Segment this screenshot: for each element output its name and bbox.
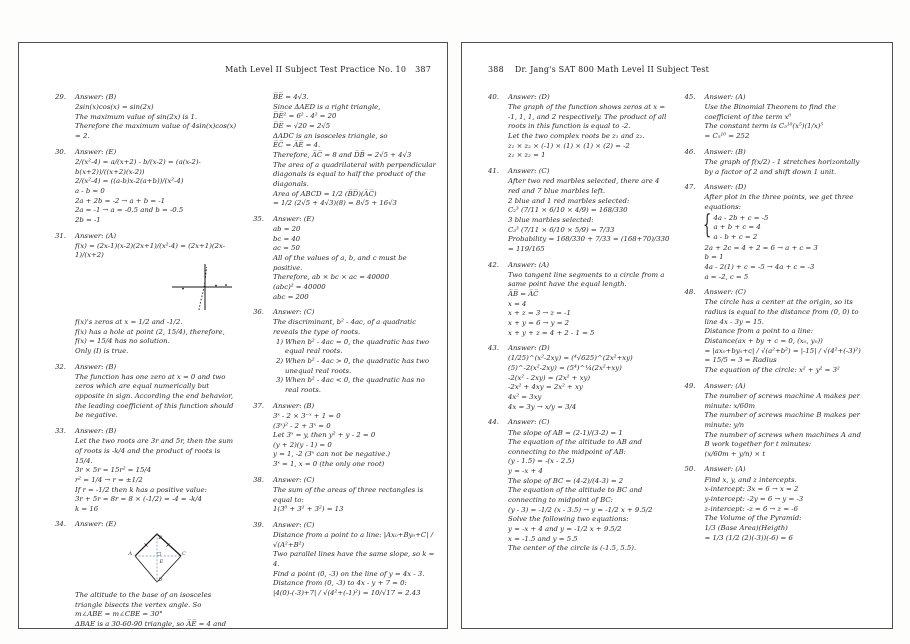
page-columns	[488, 93, 866, 620]
item-number: 38.	[253, 475, 264, 484]
solution-item-49	[685, 382, 867, 460]
solution-item-continued	[253, 93, 437, 209]
item-number: 40.	[488, 93, 499, 101]
item-body	[273, 215, 437, 302]
solution-item-33	[55, 427, 239, 514]
answer-label: Answer: (A)	[704, 381, 746, 390]
item-body	[75, 148, 239, 226]
text-line: ac = 50	[273, 244, 300, 253]
page-columns	[55, 93, 437, 629]
text-line: z₁ × z₂ = 1	[508, 151, 546, 160]
item-number: 49.	[684, 381, 696, 390]
text-line: The equation of the circle: x² + y² = 3²	[704, 366, 840, 375]
text-line: 2b = -1	[75, 215, 101, 224]
text-line: f(x)'s zeros at x = 1/2 and -1/2.	[75, 318, 183, 326]
text-line: f(x) has a hole at point (2, 15/4), therefore,	[75, 327, 225, 336]
text-line: 2/(x²-4) = a/(x+2) - b/(x-2) = (a(x-2)-b(x+2))/((x+2)(x-2))	[75, 157, 201, 176]
text-line: 3 blue marbles selected:	[508, 215, 594, 224]
text-line: Therefore, A̅C̅ = 8 and D̅B̅ = 2√5 + 4√3	[273, 150, 412, 159]
answer-label: Answer: (E)	[75, 520, 117, 529]
text-line: ΔBAE is a 30-60-90 triangle, so A̅E̅ = 4 and	[75, 620, 227, 629]
solution-item-38	[253, 476, 437, 515]
equation-system	[705, 214, 867, 243]
text-line: The number of screws when machines A and B work together for t minutes:	[704, 430, 862, 449]
answer-label: Answer: (B)	[75, 427, 117, 436]
item-number: 47.	[684, 183, 696, 192]
item-body	[705, 465, 867, 543]
text-line: Therefore, ab × bc × ac = 40000	[273, 273, 390, 282]
text-line: 2a = -1 → a = -0.5 and b = -0.5	[75, 206, 184, 215]
text-line: The slope of BC = (4-2)/(4-3) = 2	[508, 476, 624, 485]
text-line: 1(3⁰ + 3¹ + 3²) = 13	[273, 505, 344, 514]
solution-item-40	[488, 93, 670, 161]
text-line: (y + 2)(y - 1) = 0	[273, 440, 332, 449]
text-line: ab = 20	[273, 225, 301, 234]
text-line: The circle has a center at the origin, so its radius is equal to the distance from (0, 0) to line 4x - 3y = 15.	[704, 298, 859, 326]
text-line: (y - 3) = -1/2 (x - 3.5) → y = -1/2 x + 9.5/2	[508, 505, 653, 514]
book-page-388	[461, 42, 893, 629]
solution-item-29	[55, 93, 239, 142]
text-line: 2 blue and 1 red marbles selected:	[508, 196, 630, 205]
solution-item-37	[253, 402, 437, 470]
text-line: D̅E̅² = 6² - 4² = 20	[273, 112, 337, 121]
answer-label: Answer: (E)	[273, 214, 315, 223]
text-line: abc = 200	[273, 292, 309, 301]
item-number	[253, 93, 268, 209]
text-line: The number of screws machine A makes per minute: x/60m	[704, 391, 860, 410]
text-line: Distance from (0, -3) to 4x - y + 7 = 0:	[273, 579, 407, 588]
text-line: (1/25)^(x²-2xy) = (⁴√625)^(2x²+xy)	[508, 354, 633, 363]
text-line: x + z = 3 → z = -1	[508, 309, 571, 318]
text-line: C₂³ (7/11 × 6/10 × 4/9) = 168/330	[508, 206, 628, 215]
item-body	[705, 93, 867, 142]
answer-label: Answer: (B)	[704, 147, 746, 156]
page-header	[462, 65, 892, 74]
item-number: 43.	[488, 344, 499, 353]
item-body	[705, 183, 867, 282]
item-number: 36.	[253, 308, 264, 317]
column-right	[685, 93, 867, 620]
solution-item-41	[488, 167, 670, 254]
text-line: -2(x² - 2xy) = (2x² + xy)	[508, 373, 591, 382]
text-line: 3r + 5r = 8r = 8 × (-1/2) = -4 = -k/4	[75, 495, 203, 504]
text-line: C₃³ (7/11 × 6/10 × 5/9) = 7/33	[508, 225, 615, 234]
answer-label: Answer: (B)	[75, 362, 117, 371]
item-number: 30.	[55, 147, 66, 156]
item-number: 39.	[253, 520, 264, 529]
solution-item-47	[685, 183, 867, 282]
solution-item-39	[253, 521, 437, 599]
text-line: 1/3 (Base Area)(Heigth)	[704, 523, 788, 532]
text-line: |4(0)-(-3)+7| / √(4²+(-1)²) = 10/√17 = 2.43	[273, 589, 421, 597]
svg-text:D: D	[158, 577, 163, 584]
text-line: 4a - 2(1) + c = -5 → 4a + c = -3	[704, 263, 815, 271]
text-line: The number of screws machine B makes per minute: y/n	[704, 411, 860, 429]
solution-item-36	[253, 308, 437, 395]
answer-label: Answer: (A)	[704, 93, 746, 101]
item-number: 46.	[684, 147, 696, 156]
item-body	[273, 521, 437, 599]
text-line: a - b = 0	[75, 186, 105, 195]
text-line: x = -1.5 and y = 5.5	[508, 534, 578, 543]
text-line: After two red marbles selected, there are 4 red and 7 blue marbles left.	[508, 177, 660, 195]
solution-item-35	[253, 215, 437, 302]
answer-label: Answer: (D)	[508, 93, 550, 101]
solution-item-50	[685, 465, 867, 543]
item-body	[705, 148, 867, 177]
item-body	[508, 167, 670, 254]
text-line: The graph of the function shows zeros at x = -1, 1, 1, and 2 respectively. The product of all roots in this function is equal to -2.	[508, 103, 667, 131]
column-left	[55, 93, 239, 629]
svg-text:E: E	[159, 559, 164, 566]
text-line: 3ˣ = 1, x = 0 (the only one root)	[273, 460, 385, 469]
svg-text:A: A	[128, 551, 133, 558]
text-line: { 4a - 2b + c = -5	[713, 213, 769, 222]
item-body	[75, 427, 239, 514]
item-body	[75, 520, 239, 629]
book-page-387	[18, 42, 448, 629]
item-number: 50.	[684, 465, 696, 474]
text-line: bc = 40	[273, 234, 301, 243]
text-line: y = -x + 4 and y = -1/2 x + 9.5/2	[508, 525, 622, 534]
answer-label: Answer: (C)	[508, 418, 550, 427]
text-line: (x/60m + y/n) × t	[704, 449, 766, 458]
text-line: The slope of AB = (2-1)/(3-2) = 1	[508, 428, 623, 437]
answer-label: Answer: (C)	[273, 308, 315, 317]
answer-label: Answer: (C)	[273, 475, 315, 484]
text-line: Use the Binomial Theorem to find the coefficient of the term x⁰	[704, 103, 837, 121]
text-line: = 1/2 (2√5 + 4√3)(8) = 8√5 + 16√3	[273, 199, 397, 208]
text-line: 2a + 2c = 4 + 2 = 6 → a + c = 3	[704, 243, 818, 252]
text-line: The constant term is C₅¹⁰(x⁵)(1/x)⁵	[704, 122, 824, 131]
item-number: 45.	[684, 93, 696, 101]
answer-label: Answer: (C)	[273, 520, 315, 529]
item-body	[273, 402, 437, 470]
text-line: z-intercept: -z = 6 → z = -6	[704, 504, 799, 513]
text-line: a - b + c = 2	[713, 233, 758, 242]
text-line: 3ˣ - 2 × 3⁻ˣ + 1 = 0	[273, 411, 341, 420]
item-body	[508, 261, 670, 339]
item-number: 41.	[488, 167, 499, 176]
item-number: 42.	[488, 260, 499, 269]
item-body	[508, 93, 670, 161]
item-body	[705, 288, 867, 375]
text-line: After plot in the three points, we get three equations:	[704, 193, 854, 212]
rational-function-graph	[169, 261, 235, 317]
answer-label: Answer: (E)	[75, 147, 117, 156]
item-number: 48.	[684, 288, 696, 297]
text-line: x = 4	[508, 299, 527, 308]
text-line: -2x² + 4xy = 2x² + xy	[508, 383, 583, 392]
text-line: m∠ABE = m∠CBE = 30°	[75, 610, 163, 619]
text-line: ΔADC is an isosceles triangle, so	[273, 131, 388, 140]
kite-diagram	[128, 531, 186, 589]
item-body	[75, 93, 239, 142]
axes-graph-icon	[169, 261, 235, 313]
text-line: Two tangent line segments to a circle from a same point have the equal length.	[508, 270, 665, 289]
answer-label: Answer: (C)	[508, 167, 550, 176]
text-line: The discriminant, b² - 4ac, of a quadratic reveals the type of roots.	[273, 318, 417, 337]
text-line: 3) When b² - 4ac < 0, the quadratic has no real roots.	[276, 376, 425, 395]
text-line: All of the values of a, b, and c must be positive.	[273, 254, 407, 272]
answer-label: Answer: (A)	[704, 465, 746, 474]
item-number: 31.	[55, 231, 66, 240]
text-line: If r = -1/2 then k has a positive value:	[75, 485, 207, 494]
text-line: The function has one zero at x = 0 and two zeros which are equal numerically but opposite in sign. According the end behavior, the leading coefficient of this function should be negative.	[75, 372, 234, 420]
solution-item-48	[685, 288, 867, 375]
text-line: (3ˣ)² - 2 + 3ˣ = 0	[273, 421, 331, 430]
solution-item-43	[488, 344, 670, 412]
text-line: The equation of the altitude to AB and connecting to the midpoint of AB:	[508, 438, 642, 456]
text-line: b = 1	[704, 253, 724, 262]
solution-item-34	[55, 520, 239, 629]
answer-label: Answer: (B)	[273, 401, 315, 410]
text-line: Since ΔAED is a right triangle,	[273, 102, 381, 111]
text-line: (abc)² = 40000	[273, 282, 326, 291]
page-header-title: Math Level II Subject Test Practice No. 10	[225, 65, 407, 74]
text-line: 2/(x²-4) = ((a-b)x-2(a+b))/(x²-4)	[75, 177, 184, 186]
solution-item-32	[55, 363, 239, 421]
solution-item-31	[55, 232, 239, 357]
text-line: Find a point (0, -3) on the line of y = 4x - 3.	[273, 569, 425, 578]
solution-item-46	[685, 148, 867, 177]
text-line: y = 1, -2 (3ˣ can not be negative.)	[273, 450, 391, 459]
text-line: 2a + 2b = -2 → a + b = -1	[75, 196, 166, 205]
text-line: Only (I) is true.	[75, 346, 129, 355]
text-line: The Volume of the Pyramid:	[704, 514, 802, 523]
text-line: The equation of the altitude to BC and connecting to midpoint of BC:	[508, 486, 643, 505]
text-line: Solve the following two equations:	[508, 515, 629, 524]
answer-label: Answer: (D)	[508, 344, 550, 353]
solution-item-42	[488, 261, 670, 339]
text-line: The center of the circle is (-1.5, 5.5).	[508, 544, 637, 553]
text-line: = 15/5 = 3 = Radius	[704, 356, 777, 365]
text-line: (5)^-2(x²-2xy) = (5⁴)^¼(2x²+xy)	[508, 364, 622, 373]
item-body	[508, 418, 670, 554]
text-line: The area of a quadrilateral with perpendicular diagonals is equal to half the product of the diagonals.	[273, 160, 436, 188]
text-line: f(x) = (2x-1)(x-2)(2x+1)/(x²-4) = (2x+1)(2x-1)/(x+2)	[75, 241, 226, 260]
text-line: x + y = 6 → y = 2	[508, 318, 570, 327]
text-line: A̅B̅ = A̅C̅	[508, 289, 539, 298]
text-line: = C₅¹⁰ = 252	[704, 132, 750, 141]
item-number: 37.	[253, 401, 264, 410]
text-line: Probability = 168/330 + 7/33 = (168+70)/330 = 119/165	[508, 235, 670, 253]
answer-label: Answer: (B)	[75, 93, 117, 101]
kite-shape-icon	[128, 531, 186, 585]
text-line: Distance from a point to a line:	[704, 327, 814, 336]
text-line: 2sin(x)cos(x) = sin(2x)	[75, 103, 154, 112]
column-right	[253, 93, 437, 620]
item-number: 44.	[488, 418, 499, 427]
text-line: Find x, y, and z intercepts.	[704, 475, 797, 484]
item-body	[273, 476, 437, 515]
text-line: The altitude to the base of an isosceles triangle bisects the vertex angle. So	[75, 591, 212, 609]
text-line: D̅E̅ = √20 = 2√5	[273, 121, 331, 130]
text-line: The graph of f(x/2) - 1 stretches horizontally by a factor of 2 and shift down 1 unit.	[704, 157, 860, 176]
text-line: y = -x + 4	[508, 467, 543, 476]
text-line: Distance from a point to a line: |Ax₀+By₀+C| / √(A²+B²)	[273, 531, 434, 549]
text-line: Let 3ˣ = y, then y² + y - 2 = 0	[273, 431, 376, 440]
item-body	[273, 308, 437, 395]
text-line: 3r × 5r = 15r² = 15/4	[75, 466, 152, 475]
item-number: 33.	[55, 427, 66, 436]
answer-label: Answer: (A)	[75, 231, 117, 240]
text-line: 2) When b² - 4ac > 0, the quadratic has two unequal real roots.	[276, 357, 429, 375]
answer-label: Answer: (C)	[704, 288, 746, 297]
text-line: r² = 1/4 → r = ±1/2	[75, 475, 143, 484]
text-line: The maximum value of sin(2x) is 1.	[75, 112, 198, 121]
text-line: y-intercept: -2y = 6 → y = -3	[704, 494, 804, 503]
item-body	[75, 363, 239, 421]
text-line: = |ax₀+by₀+c| / √(a²+b²) = |-15| / √(4²+(-3)²)	[704, 346, 861, 355]
item-body	[273, 93, 437, 209]
text-line: B̅E̅ = 4√3.	[273, 93, 309, 101]
text-line: 1) When b² - 4ac = 0, the quadratic has two equal real roots.	[276, 337, 429, 356]
page-header	[19, 65, 447, 74]
text-line: E̅C̅ = A̅E̅ = 4.	[273, 141, 321, 150]
item-number: 29.	[55, 93, 66, 101]
text-line: 4x² = 3xy	[508, 393, 542, 402]
item-body	[75, 232, 239, 357]
item-number: 34.	[55, 520, 66, 529]
text-line: Let the two complex roots be z₁ and z₂.	[508, 132, 645, 141]
page-number: 388	[488, 65, 504, 74]
text-line: f(x) = 15/4 has no solution.	[75, 337, 170, 346]
page-header-title: Dr. Jang's SAT 800 Math Level II Subject Test	[514, 65, 710, 74]
column-left	[488, 93, 670, 620]
item-number: 35.	[253, 214, 264, 223]
text-line: (y - 1.5) = -(x - 2.5)	[508, 457, 575, 466]
answer-label: Answer: (D)	[704, 183, 747, 192]
text-line: Therefore the maximum value of 4sin(x)cos(x) = 2.	[75, 122, 237, 141]
text-line: 4x = 3y → x/y = 3/4	[508, 402, 577, 411]
text-line: Two parallel lines have the same slope, so k = 4.	[273, 550, 435, 569]
text-line: = 1/3 (1/2 (2)(-3))(-6) = 6	[704, 533, 793, 542]
item-body	[705, 382, 867, 460]
item-number: 32.	[55, 362, 66, 371]
svg-text:C: C	[182, 551, 186, 558]
item-body	[508, 344, 670, 412]
text-line: z₁ × z₂ × (-1) × (1) × (1) × (2) = -2	[508, 141, 630, 150]
text-line: x + y + z = 4 + 2 - 1 = 5	[508, 328, 595, 337]
solution-item-45	[685, 93, 867, 142]
text-line: Distance(ax + by + c = 0, (x₀, y₀))	[704, 337, 823, 346]
text-line: a + b + c = 4	[713, 223, 761, 232]
svg-text:B: B	[158, 535, 163, 542]
text-line: x-intercept: 3x = 6 → x = 2	[704, 485, 799, 494]
text-line: a = -2, c = 5	[704, 272, 749, 281]
text-line: k = 16	[75, 504, 99, 513]
text-line: Area of ABCD = 1/2 (B̅D̅)(A̅C̅)	[273, 189, 377, 198]
text-line: Let the two roots are 3r and 5r, then the sum of roots is -k/4 and the product of roots is 15/4.	[75, 437, 234, 465]
solution-item-30	[55, 148, 239, 226]
solution-item-44	[488, 418, 670, 554]
page-number: 387	[415, 65, 431, 74]
text-line: The sum of the areas of three rectangles is equal to:	[273, 485, 424, 504]
answer-label: Answer: (A)	[508, 260, 550, 269]
